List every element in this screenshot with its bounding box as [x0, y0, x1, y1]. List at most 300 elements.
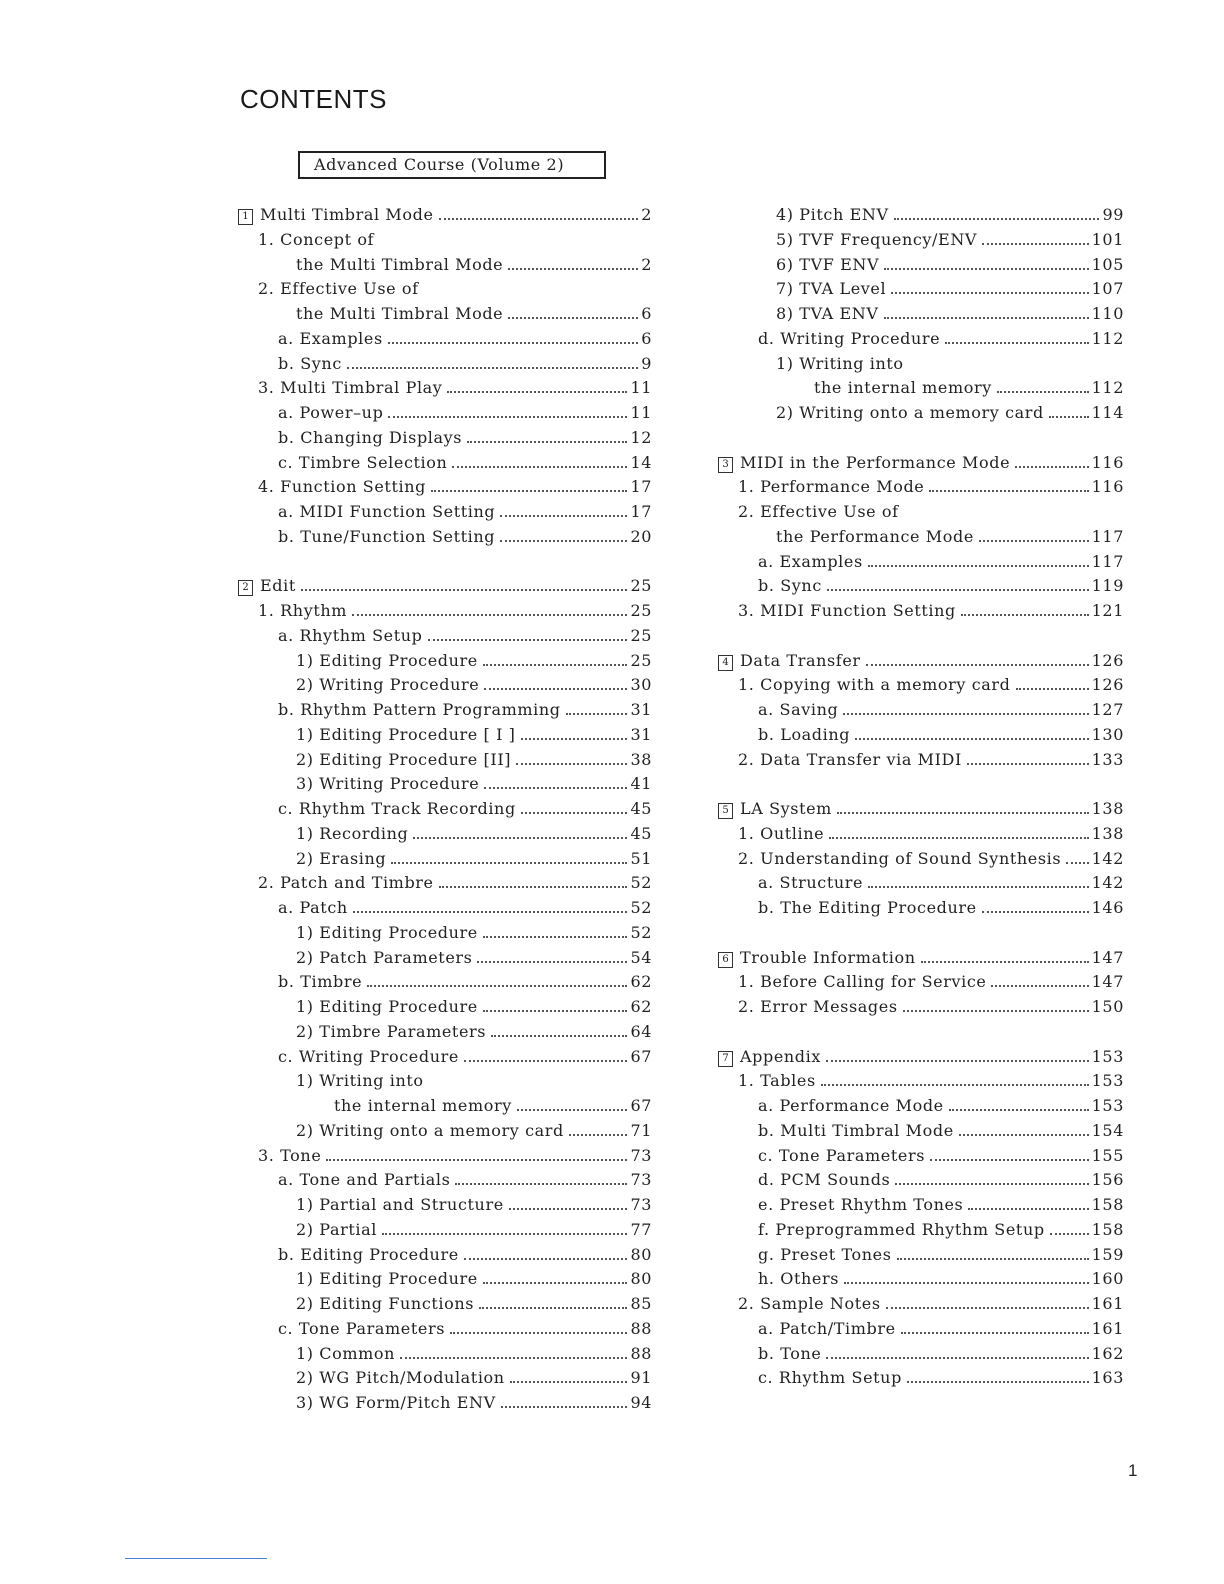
toc-chapter-entry[interactable] — [718, 946, 1124, 971]
toc-page-number: 80 — [630, 1269, 652, 1289]
toc-entry[interactable] — [718, 1144, 1124, 1169]
toc-entry-label — [296, 1069, 424, 1094]
toc-entry[interactable] — [238, 921, 652, 946]
toc-entry[interactable] — [718, 500, 1124, 525]
toc-entry[interactable] — [238, 253, 652, 278]
toc-chapter-entry[interactable] — [718, 797, 1124, 822]
toc-entry[interactable] — [238, 302, 652, 327]
toc-page-number: 2 — [641, 254, 652, 274]
toc-entry[interactable] — [718, 1243, 1124, 1268]
dot-leader — [1016, 687, 1089, 690]
toc-page-number: 133 — [1091, 749, 1124, 769]
toc-page-number: 138 — [1091, 799, 1124, 818]
toc-entry-label — [758, 896, 977, 921]
dot-leader — [886, 1306, 1089, 1309]
toc-entry-label — [718, 451, 1010, 476]
toc-entry[interactable] — [238, 1193, 652, 1218]
dot-leader — [968, 1207, 1088, 1210]
toc-entry-text: 1) Editing Procedure — [296, 997, 478, 1016]
toc-entry-text: 1) Common — [296, 1343, 396, 1363]
toc-entry-label — [758, 1243, 892, 1268]
chapter-number-box: 5 — [718, 803, 733, 819]
toc-entry-text: 1) Editing Procedure — [296, 650, 478, 670]
toc-entry[interactable] — [718, 1267, 1124, 1292]
toc-entry[interactable] — [238, 401, 652, 426]
toc-entry-label — [296, 1366, 505, 1391]
toc-entry[interactable] — [238, 797, 652, 822]
toc-entry-text: g. Preset Tones — [758, 1244, 892, 1264]
dot-leader — [868, 885, 1089, 888]
toc-entry[interactable] — [238, 1366, 652, 1391]
toc-entry-text: the internal memory — [814, 378, 992, 398]
toc-page-number: 52 — [630, 898, 652, 917]
toc-page-number: 62 — [630, 972, 652, 992]
chapter-number-box: 2 — [238, 580, 253, 596]
toc-page-number: 126 — [1091, 650, 1124, 670]
toc-entry[interactable] — [718, 203, 1124, 228]
toc-page-number: 105 — [1091, 254, 1124, 274]
toc-page-number: 158 — [1091, 1195, 1124, 1214]
toc-entry[interactable] — [718, 1119, 1124, 1144]
toc-page-number: 14 — [630, 452, 652, 472]
toc-entry-label — [296, 723, 516, 748]
toc-entry[interactable] — [238, 1094, 652, 1119]
toc-entry-text: the Performance Mode — [776, 526, 974, 546]
dot-leader — [500, 539, 627, 542]
toc-entry-label — [278, 1168, 450, 1193]
toc-entry-label — [738, 995, 898, 1020]
toc-entry-text: b. Multi Timbral Mode — [758, 1120, 954, 1140]
toc-page-number: 116 — [1091, 477, 1124, 497]
dot-leader — [367, 984, 627, 987]
toc-right-column — [718, 203, 1124, 1391]
toc-entry-label — [758, 1119, 954, 1144]
toc-entry[interactable] — [238, 1069, 652, 1094]
dot-leader — [491, 1034, 627, 1037]
toc-entry[interactable] — [238, 946, 652, 971]
toc-entry-label — [814, 376, 992, 401]
dot-leader — [566, 712, 628, 715]
toc-entry-label — [296, 1342, 395, 1367]
toc-entry-label — [758, 723, 850, 748]
dot-leader — [826, 1059, 1089, 1062]
dot-leader — [483, 1281, 628, 1284]
dot-leader — [866, 663, 1089, 666]
dot-leader — [521, 811, 628, 814]
toc-entry-label — [258, 376, 442, 401]
dot-leader — [979, 539, 1089, 542]
toc-page-number: 127 — [1091, 700, 1124, 719]
toc-entry[interactable] — [718, 550, 1124, 575]
toc-entry-label — [718, 649, 861, 674]
toc-entry-label — [758, 1342, 821, 1367]
toc-entry-label — [738, 1069, 816, 1094]
toc-entry[interactable] — [718, 1193, 1124, 1218]
toc-entry-text: b. Rhythm Pattern Programming — [278, 700, 561, 719]
toc-entry-label — [278, 1243, 459, 1268]
toc-entry[interactable] — [718, 525, 1124, 550]
toc-entry[interactable] — [238, 748, 652, 773]
toc-entry[interactable] — [718, 475, 1124, 500]
toc-entry[interactable] — [718, 253, 1124, 278]
toc-entry[interactable] — [238, 525, 652, 550]
toc-entry-text: 5) TVF Frequency∕ENV — [776, 229, 978, 249]
toc-entry-text: 3. Tone — [258, 1145, 322, 1165]
toc-entry-label — [278, 896, 348, 921]
toc-entry[interactable] — [718, 401, 1124, 426]
toc-page-number: 107 — [1091, 279, 1124, 299]
toc-entry-text: 2. Effective Use of — [258, 279, 419, 299]
dot-leader — [1049, 415, 1089, 418]
toc-entry-text: c. Rhythm Track Recording — [278, 799, 516, 818]
toc-entry[interactable] — [238, 1243, 652, 1268]
toc-entry-label — [776, 228, 977, 253]
toc-page-number: 20 — [630, 526, 652, 546]
toc-entry-label — [758, 1317, 896, 1342]
toc-entry-text: a. Tone and Partials — [278, 1170, 451, 1190]
toc-entry-text: LA System — [740, 799, 832, 818]
toc-entry[interactable] — [238, 1317, 652, 1342]
toc-entry[interactable] — [238, 327, 652, 352]
toc-entry[interactable] — [718, 673, 1124, 698]
toc-page-number: 163 — [1091, 1368, 1124, 1388]
dot-leader — [884, 267, 1089, 270]
dot-leader — [347, 366, 638, 369]
toc-page-number: 52 — [630, 873, 652, 893]
toc-page-number: 116 — [1091, 452, 1124, 472]
toc-entry[interactable] — [718, 599, 1124, 624]
dot-leader — [930, 1158, 1089, 1161]
toc-entry[interactable] — [238, 599, 652, 624]
dot-leader — [897, 1257, 1089, 1260]
toc-entry-label — [258, 1144, 321, 1169]
toc-page-number: 142 — [1091, 848, 1124, 868]
toc-entry[interactable] — [718, 1342, 1124, 1367]
toc-entry-label — [238, 574, 296, 599]
toc-entry-text: d. Writing Procedure — [758, 328, 941, 348]
toc-entry[interactable] — [718, 1366, 1124, 1391]
dot-leader — [826, 1356, 1088, 1359]
toc-page-number: 119 — [1091, 576, 1124, 596]
toc-entry[interactable] — [238, 1391, 652, 1416]
dot-leader — [921, 960, 1089, 963]
toc-entry-text: a. Rhythm Setup — [278, 625, 423, 645]
dot-leader — [483, 663, 628, 666]
toc-entry-text: Multi Timbral Mode — [260, 205, 434, 224]
toc-entry-label — [758, 327, 940, 352]
toc-entry[interactable] — [238, 1144, 652, 1169]
toc-entry-text: 2) Editing Procedure [II] — [296, 749, 512, 769]
dot-leader — [516, 762, 627, 765]
toc-entry[interactable] — [238, 1342, 652, 1367]
toc-entry-text: 1) Recording — [296, 823, 409, 843]
toc-entry-text: 2) Editing Functions — [296, 1294, 475, 1313]
toc-entry[interactable] — [238, 649, 652, 674]
toc-page-number: 117 — [1091, 526, 1124, 546]
toc-entry[interactable] — [238, 822, 652, 847]
toc-page-number: 73 — [630, 1195, 652, 1214]
toc-entry[interactable] — [238, 1020, 652, 1045]
toc-entry[interactable] — [718, 995, 1124, 1020]
dot-leader — [400, 1356, 627, 1359]
toc-entry[interactable] — [718, 822, 1124, 847]
toc-page-number: 112 — [1091, 378, 1124, 398]
dot-leader — [959, 1133, 1089, 1136]
toc-entry-text: the Multi Timbral Mode — [296, 254, 504, 274]
dot-leader — [382, 1232, 627, 1235]
toc-entry[interactable] — [718, 871, 1124, 896]
toc-entry[interactable] — [718, 1218, 1124, 1243]
toc-entry-label — [718, 797, 832, 822]
chapter-number-box: 7 — [718, 1051, 733, 1067]
dot-leader — [450, 1331, 627, 1334]
toc-page-number: 121 — [1091, 601, 1124, 620]
toc-page-number: 146 — [1091, 898, 1124, 917]
dot-leader — [837, 811, 1089, 814]
dot-leader — [483, 1009, 628, 1012]
toc-entry[interactable] — [238, 772, 652, 797]
section-gap — [718, 426, 1124, 451]
toc-entry[interactable] — [238, 1218, 652, 1243]
toc-entry[interactable] — [238, 500, 652, 525]
toc-entry[interactable] — [718, 723, 1124, 748]
toc-entry-text: b. Timbre — [278, 972, 363, 992]
dot-leader — [569, 1133, 628, 1136]
toc-entry-text: 2. Patch and Timbre — [258, 873, 434, 893]
toc-chapter-entry[interactable] — [718, 1045, 1124, 1070]
toc-entry-text: MIDI in the Performance Mode — [740, 452, 1011, 472]
toc-page-number: 150 — [1091, 997, 1124, 1016]
toc-entry-label — [278, 698, 561, 723]
toc-page-number: 77 — [630, 1219, 652, 1239]
dot-leader — [455, 1182, 627, 1185]
toc-entry[interactable] — [718, 228, 1124, 253]
dot-leader — [967, 762, 1089, 765]
toc-page-number: 73 — [630, 1145, 652, 1165]
toc-entry[interactable] — [238, 896, 652, 921]
toc-entry-label — [278, 401, 383, 426]
dot-leader — [452, 465, 627, 468]
toc-page-number: 161 — [1091, 1294, 1124, 1313]
toc-entry-text: 4. Function Setting — [258, 477, 426, 497]
toc-entry-label — [738, 847, 1061, 872]
toc-entry[interactable] — [238, 871, 652, 896]
toc-entry-label — [296, 772, 479, 797]
toc-entry[interactable] — [718, 896, 1124, 921]
toc-entry-label — [278, 1045, 459, 1070]
toc-entry-text: 6) TVF ENV — [776, 254, 880, 274]
toc-entry-label — [278, 1317, 445, 1342]
toc-page-number: 159 — [1091, 1244, 1124, 1264]
dot-leader — [1050, 1232, 1089, 1235]
toc-page-number: 153 — [1091, 1096, 1124, 1115]
toc-entry[interactable] — [718, 847, 1124, 872]
toc-entry-text: a. MIDI Function Setting — [278, 502, 496, 521]
toc-entry-label — [776, 253, 879, 278]
toc-page-number: 156 — [1091, 1170, 1124, 1190]
toc-page-number: 12 — [630, 427, 652, 447]
toc-chapter-entry[interactable] — [238, 574, 652, 599]
toc-entry-label — [718, 1045, 821, 1070]
toc-entry-label — [776, 401, 1044, 426]
toc-entry-text: 1. Tables — [738, 1071, 816, 1091]
toc-entry[interactable] — [718, 327, 1124, 352]
section-gap — [718, 772, 1124, 797]
toc-entry[interactable] — [238, 1267, 652, 1292]
toc-entry-text: 1. Before Calling for Service — [738, 972, 987, 992]
page-number: 1 — [1128, 1461, 1138, 1480]
toc-page-number: 11 — [630, 378, 652, 398]
toc-entry[interactable] — [238, 1292, 652, 1317]
toc-entry-text: c. Timbre Selection — [278, 452, 448, 472]
dot-leader — [467, 440, 627, 443]
toc-entry[interactable] — [238, 228, 652, 253]
toc-entry-label — [278, 525, 495, 550]
toc-entry[interactable] — [238, 698, 652, 723]
toc-entry[interactable] — [718, 1069, 1124, 1094]
toc-entry[interactable] — [718, 352, 1124, 377]
toc-entry[interactable] — [238, 995, 652, 1020]
toc-entry-text: a. Saving — [758, 700, 839, 719]
toc-entry[interactable] — [238, 970, 652, 995]
dot-leader — [508, 316, 638, 319]
toc-entry[interactable] — [238, 426, 652, 451]
toc-entry[interactable] — [718, 376, 1124, 401]
toc-page-number: 147 — [1091, 972, 1124, 992]
toc-entry-text: h. Others — [758, 1269, 840, 1289]
chapter-number-box: 1 — [238, 209, 253, 225]
toc-entry[interactable] — [238, 352, 652, 377]
toc-entry-label — [296, 1218, 377, 1243]
toc-entry-label — [758, 1144, 925, 1169]
dot-leader — [991, 984, 1088, 987]
toc-entry-text: 3. MIDI Function Setting — [738, 601, 956, 620]
toc-entry-text: 3. Multi Timbral Play — [258, 378, 443, 398]
toc-entry-label — [258, 871, 434, 896]
dot-leader — [388, 341, 638, 344]
toc-entry-label — [296, 921, 478, 946]
toc-entry-text: 8) TVA ENV — [776, 304, 879, 323]
dot-leader — [901, 1331, 1089, 1334]
dot-leader — [484, 687, 627, 690]
toc-entry-label — [738, 500, 899, 525]
toc-entry-label — [334, 1094, 512, 1119]
toc-entry-text: 3) WG Form∕Pitch ENV — [296, 1393, 496, 1412]
toc-page-number: 31 — [630, 724, 652, 744]
toc-entry[interactable] — [238, 847, 652, 872]
toc-entry-label — [738, 970, 986, 995]
toc-entry[interactable] — [238, 376, 652, 401]
toc-entry[interactable] — [718, 1094, 1124, 1119]
toc-page-number: 160 — [1091, 1269, 1124, 1289]
toc-entry-label — [738, 673, 1011, 698]
toc-entry[interactable] — [238, 277, 652, 302]
dot-leader — [509, 1207, 628, 1210]
toc-page-number: 112 — [1091, 328, 1124, 348]
toc-page-number: 85 — [630, 1294, 652, 1313]
toc-chapter-entry[interactable] — [718, 451, 1124, 476]
dot-leader — [1015, 465, 1088, 468]
dot-leader — [477, 960, 627, 963]
toc-entry-label — [296, 1267, 478, 1292]
toc-entry-label — [278, 797, 516, 822]
toc-entry-text: c. Rhythm Setup — [758, 1368, 902, 1388]
footer-rule — [125, 1558, 267, 1559]
toc-entry-label — [718, 946, 916, 971]
toc-entry[interactable] — [718, 1292, 1124, 1317]
toc-entry-text: 2) Writing onto a memory card — [776, 403, 1044, 422]
dot-leader — [884, 316, 1089, 319]
toc-entry-label — [296, 946, 472, 971]
toc-entry-label — [296, 1193, 504, 1218]
toc-entry[interactable] — [238, 451, 652, 476]
toc-entry[interactable] — [718, 748, 1124, 773]
toc-entry[interactable] — [718, 277, 1124, 302]
dot-leader — [1066, 861, 1088, 864]
toc-entry[interactable] — [718, 1317, 1124, 1342]
toc-entry[interactable] — [238, 1168, 652, 1193]
toc-chapter-entry[interactable] — [718, 649, 1124, 674]
toc-entry-label — [278, 426, 462, 451]
toc-entry-label — [296, 1119, 564, 1144]
toc-entry-text: 1) Writing into — [776, 353, 904, 373]
toc-entry-label — [776, 525, 974, 550]
toc-page-number: 147 — [1091, 947, 1124, 967]
dot-leader — [326, 1158, 627, 1161]
toc-entry[interactable] — [238, 1045, 652, 1070]
dot-leader — [521, 737, 628, 740]
toc-entry-label — [278, 624, 423, 649]
toc-entry-text: 7) TVA Level — [776, 279, 887, 299]
toc-entry-label — [758, 1193, 963, 1218]
toc-page-number: 142 — [1091, 873, 1124, 893]
toc-entry[interactable] — [718, 970, 1124, 995]
toc-page-number: 154 — [1091, 1120, 1124, 1140]
toc-entry[interactable] — [718, 698, 1124, 723]
toc-entry-text: a. Examples — [758, 551, 863, 571]
toc-entry-label — [758, 574, 822, 599]
dot-leader — [464, 1059, 627, 1062]
toc-entry-text: 1. Concept of — [258, 229, 375, 249]
dot-leader — [997, 390, 1089, 393]
toc-entry[interactable] — [238, 475, 652, 500]
toc-entry-label — [758, 698, 838, 723]
toc-entry-text: Appendix — [740, 1046, 821, 1066]
toc-page-number: 41 — [630, 774, 652, 794]
toc-entry[interactable] — [718, 302, 1124, 327]
toc-chapter-entry[interactable] — [238, 203, 652, 228]
dot-leader — [517, 1108, 628, 1111]
toc-entry-label — [296, 748, 511, 773]
section-gap — [718, 624, 1124, 649]
toc-page-number: 99 — [1102, 205, 1124, 224]
toc-entry-text: 1) Partial and Structure — [296, 1195, 504, 1214]
toc-entry[interactable] — [238, 1119, 652, 1144]
toc-entry[interactable] — [238, 723, 652, 748]
chapter-number-box: 6 — [718, 952, 733, 968]
toc-entry[interactable] — [238, 624, 652, 649]
toc-entry-label — [758, 1267, 839, 1292]
toc-entry[interactable] — [718, 574, 1124, 599]
toc-entry-label — [776, 277, 886, 302]
toc-entry[interactable] — [718, 1168, 1124, 1193]
toc-page-number: 17 — [630, 502, 652, 521]
dot-leader — [945, 341, 1088, 344]
toc-entry[interactable] — [238, 673, 652, 698]
toc-entry-text: 4) Pitch ENV — [776, 205, 889, 224]
toc-page-number: 6 — [641, 328, 652, 348]
toc-entry-label — [776, 203, 889, 228]
